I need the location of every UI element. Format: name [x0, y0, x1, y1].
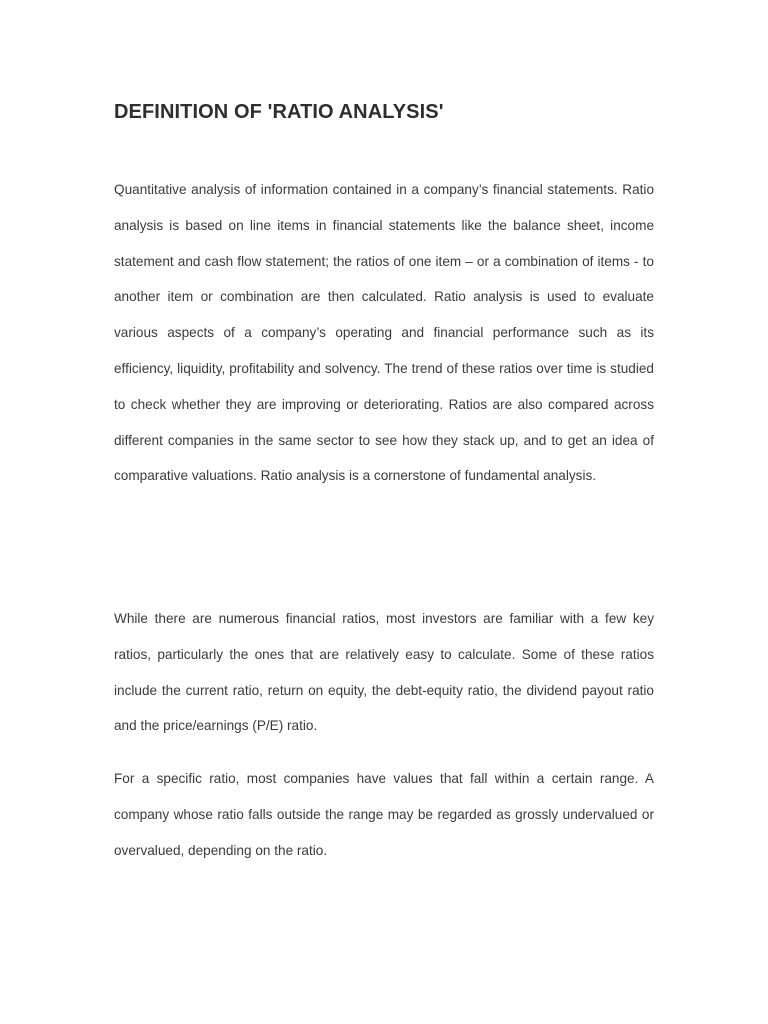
paragraph-definition: Quantitative analysis of information contained in a company’s financial statements. Ratio analysis is based on line items in financial statements like the balance sheet, income statement and cash flow statement; the ratios of one item – or a combination of items - to another item or combination are then calculated. Ratio analysis is used to evaluate various aspects of a company’s operating and financial performance such as its efficiency, liquidity, profitability and solvency. The trend of these ratios over time is studied to check whether they are improving or deteriorating. Ratios are also compared across different companies in the same sector to see how they stack up, and to get an idea of comparative valuations. Ratio analysis is a cornerstone of fundamental analysis. [114, 182, 654, 484]
paragraph-key-ratios: While there are numerous financial ratios, most investors are familiar with a few key ratios, particularly the ones that are relatively easy to calculate. Some of these ratios include the current ratio, return on equity, the debt-equity ratio, the dividend payout ratio and the price/earnings (P/E) ratio. [114, 611, 654, 734]
page-title: DEFINITION OF 'RATIO ANALYSIS' [114, 101, 444, 123]
paragraph-ratio-range: For a specific ratio, most companies have values that fall within a certain range. A company whose ratio falls outside the range may be regarded as grossly undervalued or overvalued, depending on the ratio. [114, 771, 654, 858]
